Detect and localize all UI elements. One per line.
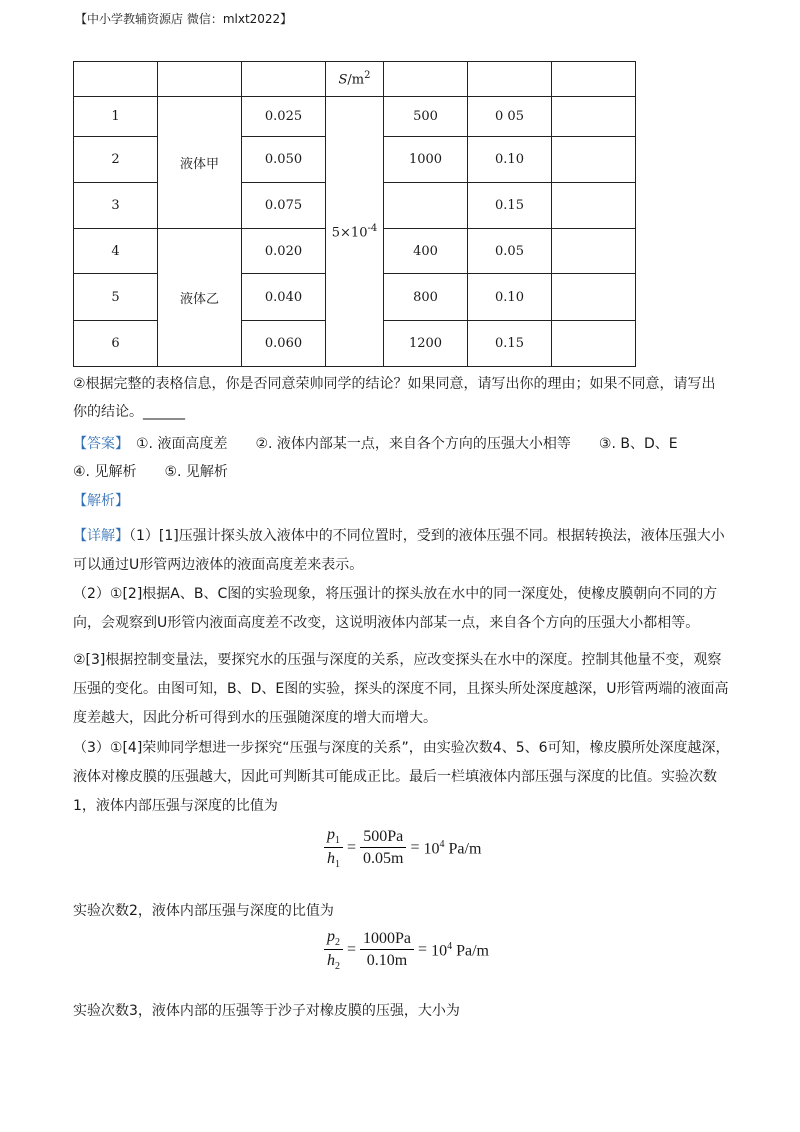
table-cell	[468, 62, 552, 97]
trial-number: 2	[74, 137, 158, 183]
table-cell	[552, 183, 636, 229]
pressure-cell: 1200	[384, 321, 468, 367]
depth-cell: 0.060	[242, 321, 326, 367]
detail-paragraph-4: （3）①[4]荣帅同学想进一步探究“压强与深度的关系”，由实验次数4、5、6可知，橡皮膜所处深度越深，液体对橡皮膜的压强越大，因此可判断其可能成正比。最后一栏填液体内部压强与深度的比值。实验次数1，液体内部压强与深度的比值为	[73, 740, 730, 814]
question-text: ②根据完整的表格信息，你是否同意荣帅同学的结论？如果同意，请写出你的理由；如果不同意，请写出 你的结论。______	[73, 376, 716, 420]
depth-cell: 0.040	[242, 274, 326, 321]
detail-paragraph-3: ②[3]根据控制变量法，要探究水的压强与深度的关系，应改变探头在水中的深度。控制其他量不变，观察压强的变化。由图可知，B、D、E图的实验，探头的深度不同，且探头所处深度越深，U形管两端的液面高度差越大，因此分析可得到水的压强随深度的增大而增大。	[73, 652, 729, 726]
formula-lhs: $\frac{p_2}{h_2}$	[324, 928, 343, 972]
value-cell: 0 05	[468, 97, 552, 137]
detail-paragraph-1: 【详解】（1）[1]压强计探头放入液体中的不同位置时，受到的液体压强不同。根据转换法，液体压强大小可以通过U形管两边液体的液面高度差来表示。	[73, 528, 725, 573]
table-row	[74, 97, 636, 137]
trial-number: 3	[74, 183, 158, 229]
value-cell: 0.15	[468, 321, 552, 367]
pressure-cell	[384, 183, 468, 229]
table-cell	[552, 229, 636, 274]
table-cell	[552, 321, 636, 367]
source-header: 【中小学教辅资源店 微信：mlxt2022】	[75, 12, 293, 26]
pressure-cell: 500	[384, 97, 468, 137]
answer-line-1: ①. 液面高度差 ②. 液体内部某一点，来自各个方向的压强大小相等 ③. B、D、E	[136, 436, 678, 452]
trial-number: 6	[74, 321, 158, 367]
table-cell	[242, 62, 326, 97]
formula-result: $10^4$ Pa/m	[431, 940, 489, 959]
depth-cell: 0.050	[242, 137, 326, 183]
answer-line-2: ④. 见解析 ⑤. 见解析	[73, 464, 228, 480]
area-header-cell: $S/m^2$	[326, 62, 384, 97]
formula-result: $10^4$ Pa/m	[423, 838, 482, 857]
experiment-table	[73, 61, 636, 367]
liquid-b-cell: 液体乙	[158, 229, 242, 367]
detail-paragraph-2: （2）①[2]根据A、B、C图的实验现象，将压强计的探头放在水中的同一深度处，使橡皮膜朝向不同的方向，会观察到U形管内液面高度差不改变，这说明液体内部某一点，来自各个方向的压强大小都相等。	[73, 586, 718, 631]
table-cell	[384, 62, 468, 97]
formula-trial-1: $\frac{p_1}{h_1}$ = $\frac{500Pa}{0.05m}$ = $10^4$ Pa/m	[320, 826, 481, 870]
pressure-cell: 400	[384, 229, 468, 274]
table-cell	[552, 274, 636, 321]
formula-fraction: $\frac{500Pa}{0.05m}$	[360, 828, 406, 868]
table-cell	[552, 62, 636, 97]
liquid-a-cell: 液体甲	[158, 97, 242, 229]
table-cell	[552, 137, 636, 183]
table-cell	[158, 62, 242, 97]
formula-fraction: $\frac{1000Pa}{0.10m}$	[360, 930, 414, 970]
depth-cell: 0.020	[242, 229, 326, 274]
detail-paragraph-5: 实验次数2，液体内部压强与深度的比值为	[73, 903, 334, 919]
formula-lhs: $\frac{p_1}{h_1}$	[324, 826, 343, 870]
pressure-cell: 800	[384, 274, 468, 321]
formula-trial-2: $\frac{p_2}{h_2}$ = $\frac{1000Pa}{0.10m}$ = $10^4$ Pa/m	[320, 928, 489, 972]
answer-label: 【答案】	[73, 436, 122, 452]
answer-block	[73, 430, 733, 486]
trial-number: 4	[74, 229, 158, 274]
table-cell	[74, 62, 158, 97]
value-cell: 0.10	[468, 137, 552, 183]
detail-paragraph-6: 实验次数3，液体内部的压强等于沙子对橡皮膜的压强，大小为	[73, 1003, 460, 1019]
value-cell: 0.15	[468, 183, 552, 229]
table-cell	[552, 97, 636, 137]
area-cell: $5\times 10^{-4}$	[326, 97, 384, 367]
pressure-cell: 1000	[384, 137, 468, 183]
trial-number: 1	[74, 97, 158, 137]
trial-number: 5	[74, 274, 158, 321]
depth-cell: 0.025	[242, 97, 326, 137]
value-cell: 0.10	[468, 274, 552, 321]
depth-cell: 0.075	[242, 183, 326, 229]
value-cell: 0.05	[468, 229, 552, 274]
detail-label: 【详解】	[73, 528, 129, 544]
analysis-label: 【解析】	[73, 493, 129, 509]
table-header-row	[74, 62, 636, 97]
